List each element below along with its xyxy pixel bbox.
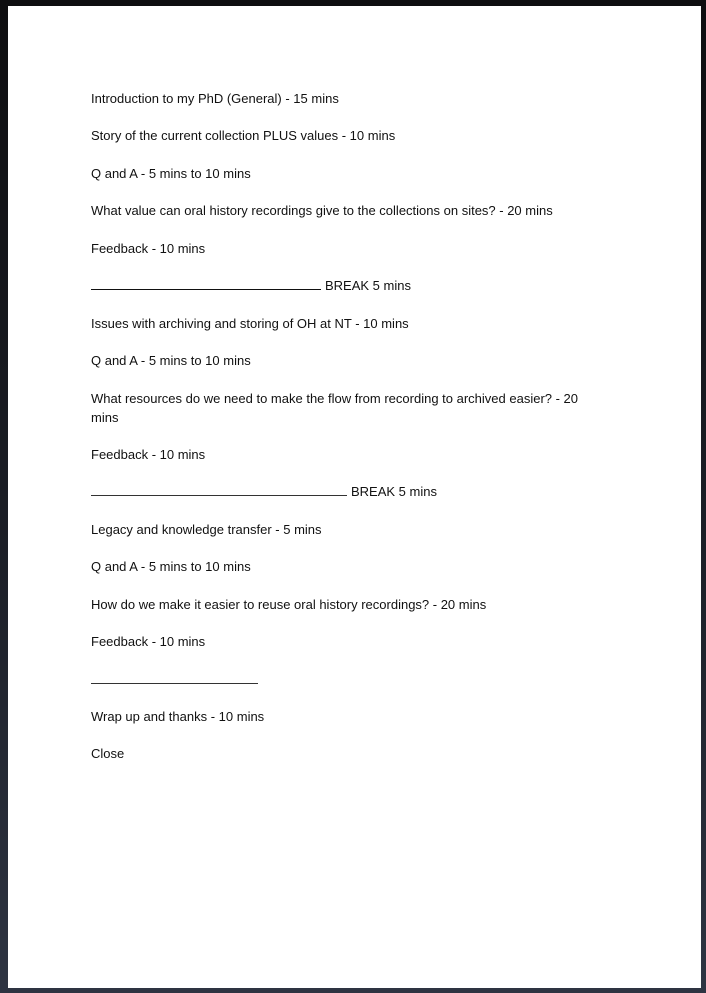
break-line — [91, 482, 611, 501]
document-page — [8, 6, 701, 988]
agenda-item: Legacy and knowledge transfer - 5 mins — [91, 522, 322, 537]
agenda-item: Close — [91, 746, 125, 761]
break-label: BREAK 5 mins — [325, 278, 411, 293]
agenda-item: Story of the current collection PLUS values - 10 mins — [91, 128, 396, 143]
agenda-item: Introduction to my PhD (General) - 15 mins — [91, 91, 339, 106]
break-label: BREAK 5 mins — [351, 484, 437, 499]
agenda-item: How do we make it easier to reuse oral history recordings? - 20 mins — [91, 597, 487, 612]
agenda-item: Q and A - 5 mins to 10 mins — [91, 559, 251, 574]
separator-line — [91, 670, 611, 689]
agenda-item: Issues with archiving and storing of OH at NT - 10 mins — [91, 316, 409, 331]
separator-rule — [91, 288, 321, 290]
agenda-item: Feedback - 10 mins — [91, 241, 206, 256]
agenda-item: Feedback - 10 mins — [91, 447, 206, 462]
separator-rule — [91, 682, 258, 684]
agenda-item: Wrap up and thanks - 10 mins — [91, 709, 265, 724]
agenda-item: What value can oral history recordings give to the collections on sites? - 20 mins — [91, 203, 553, 218]
separator-rule — [91, 494, 347, 496]
agenda-item: What resources do we need to make the flow from recording to archived easier? - 20 mins — [91, 391, 579, 425]
agenda-item: Feedback - 10 mins — [91, 634, 206, 649]
agenda-item: Q and A - 5 mins to 10 mins — [91, 166, 251, 181]
agenda-item: Q and A - 5 mins to 10 mins — [91, 353, 251, 368]
break-line — [91, 276, 611, 295]
